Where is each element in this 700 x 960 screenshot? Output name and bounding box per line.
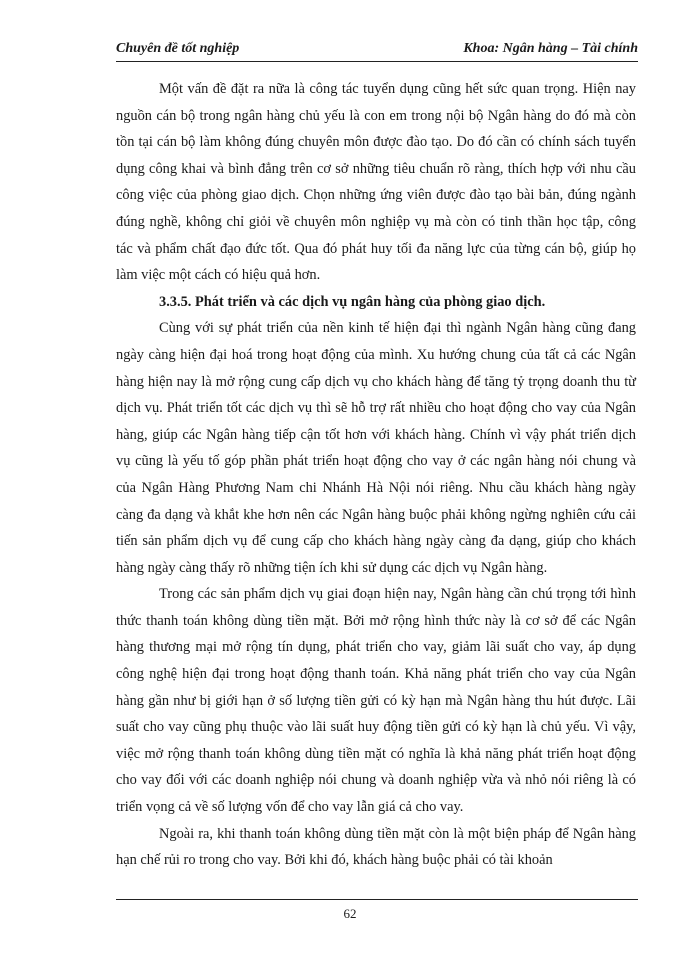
page-content (116, 76, 636, 874)
header-divider (116, 61, 638, 62)
body-paragraph: Một vấn đề đặt ra nữa là công tác tuyển dụng cũng hết sức quan trọng. Hiện nay nguồn cán bộ trong ngân hàng chủ yếu là con em trong nội bộ Ngân hàng do đó mà còn tồn tại cán bộ làm không đúng chuyên môn được đào tạo. Do đó cần có chính sách tuyển dụng công khai và bình đẳng trên cơ sở những tiêu chuẩn rõ ràng, thích hợp với nhu cầu công việc của phòng giao dịch. Chọn những ứng viên được đào tạo bài bản, đúng ngành đúng nghề, không chỉ giỏi về chuyên môn nghiệp vụ mà còn có tinh thần học tập, công tác và phẩm chất đạo đức tốt. Qua đó phát huy tối đa năng lực của từng cán bộ, giúp họ làm việc một cách có hiệu quả hơn. (116, 81, 636, 284)
header-left-title: Chuyên đề tốt nghiệp (116, 41, 240, 56)
body-paragraph: Cùng với sự phát triển của nền kinh tế hiện đại thì ngành Ngân hàng cũng đang ngày càng hiện đại hoá trong hoạt động của mình. Xu hướng chung của tất cả các Ngân hàng hiện nay là mở rộng cung cấp dịch vụ cho khách hàng để tăng tỷ trọng doanh thu từ dịch vụ. Phát triển tốt các dịch vụ thì sẽ hỗ trợ rất nhiều cho hoạt động cho vay của Ngân hàng, giúp các Ngân hàng tiếp cận tốt hơn với khách hàng. Chính vì vậy phát triển dịch vụ cũng là yếu tố góp phần phát triển hoạt động cho vay ở các ngân hàng nói chung và của Ngân Hàng Phương Nam chi Nhánh Hà Nội nói riêng. Nhu cầu khách hàng ngày càng đa dạng và khắt khe hơn nên các Ngân hàng buộc phải không ngừng nghiên cứu cải tiến sản phẩm dịch vụ để cung cấp cho khách hàng ngày càng đa dạng, giúp cho khách hàng ngày càng thấy rõ những tiện ích khi sử dụng các dịch vụ Ngân hàng. (116, 320, 636, 576)
body-paragraph: Ngoài ra, khi thanh toán không dùng tiền mặt còn là một biện pháp để Ngân hàng hạn chế rủi ro trong cho vay. Bởi khi đó, khách hàng buộc phải có tài khoản (116, 825, 636, 869)
body-paragraph: Trong các sản phẩm dịch vụ giai đoạn hiện nay, Ngân hàng cần chú trọng tới hình thức thanh toán không dùng tiền mặt. Bởi mở rộng hình thức này là cơ sở để các Ngân hàng thương mại mở rộng tín dụng, phát triển cho vay, giảm lãi suất cho vay, áp dụng công nghệ hiện đại trong hoạt động thanh toán. Khả năng phát triển cho vay của Ngân hàng gần như bị giới hạn ở số lượng tiền gửi có kỳ hạn mà Ngân hàng thu hút được. Lãi suất cho vay cũng phụ thuộc vào lãi suất huy động tiền gửi có kỳ hạn là chủ yếu. Vì vậy, việc mở rộng thanh toán không dùng tiền mặt có nghĩa là khả năng phát triển hoạt động cho vay đối với các doanh nghiệp nói chung và doanh nghiệp vừa và nhỏ nói riêng là có triển vọng cả về số lượng vốn để cho vay lẫn giá cả cho vay. (116, 586, 636, 816)
page-header (116, 38, 638, 60)
header-right-title: Khoa: Ngân hàng – Tài chính (463, 41, 638, 56)
page-number: 62 (343, 906, 357, 921)
footer-divider (116, 899, 638, 900)
section-heading: 3.3.5. Phát triển và các dịch vụ ngân hàng của phòng giao dịch. (159, 293, 546, 310)
